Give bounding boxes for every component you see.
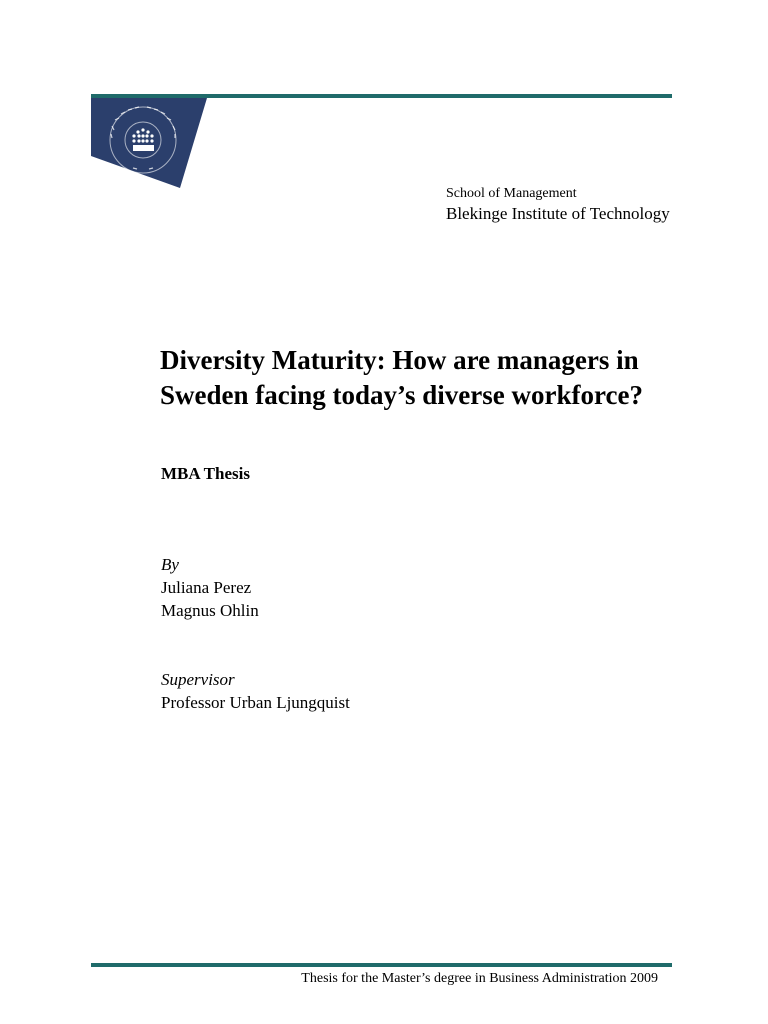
institution-name: Blekinge Institute of Technology (446, 204, 670, 223)
thesis-title: Diversity Maturity: How are managers in Sweden facing today’s diverse workforce? (160, 345, 643, 410)
supervisor-label: Supervisor (161, 670, 235, 689)
footer-note: Thesis for the Master’s degree in Business Administration 2009 (301, 971, 658, 986)
bth-logo (91, 98, 207, 188)
bottom-rule (91, 963, 672, 967)
author-name: Juliana Perez (161, 578, 252, 597)
thesis-type: MBA Thesis (161, 464, 250, 483)
supervisor-name: Professor Urban Ljungquist (161, 693, 350, 712)
author-name: Magnus Ohlin (161, 601, 259, 620)
bth-seal-icon (91, 98, 207, 188)
school-unit-name: School of Management (446, 186, 577, 201)
by-label: By (161, 555, 179, 574)
